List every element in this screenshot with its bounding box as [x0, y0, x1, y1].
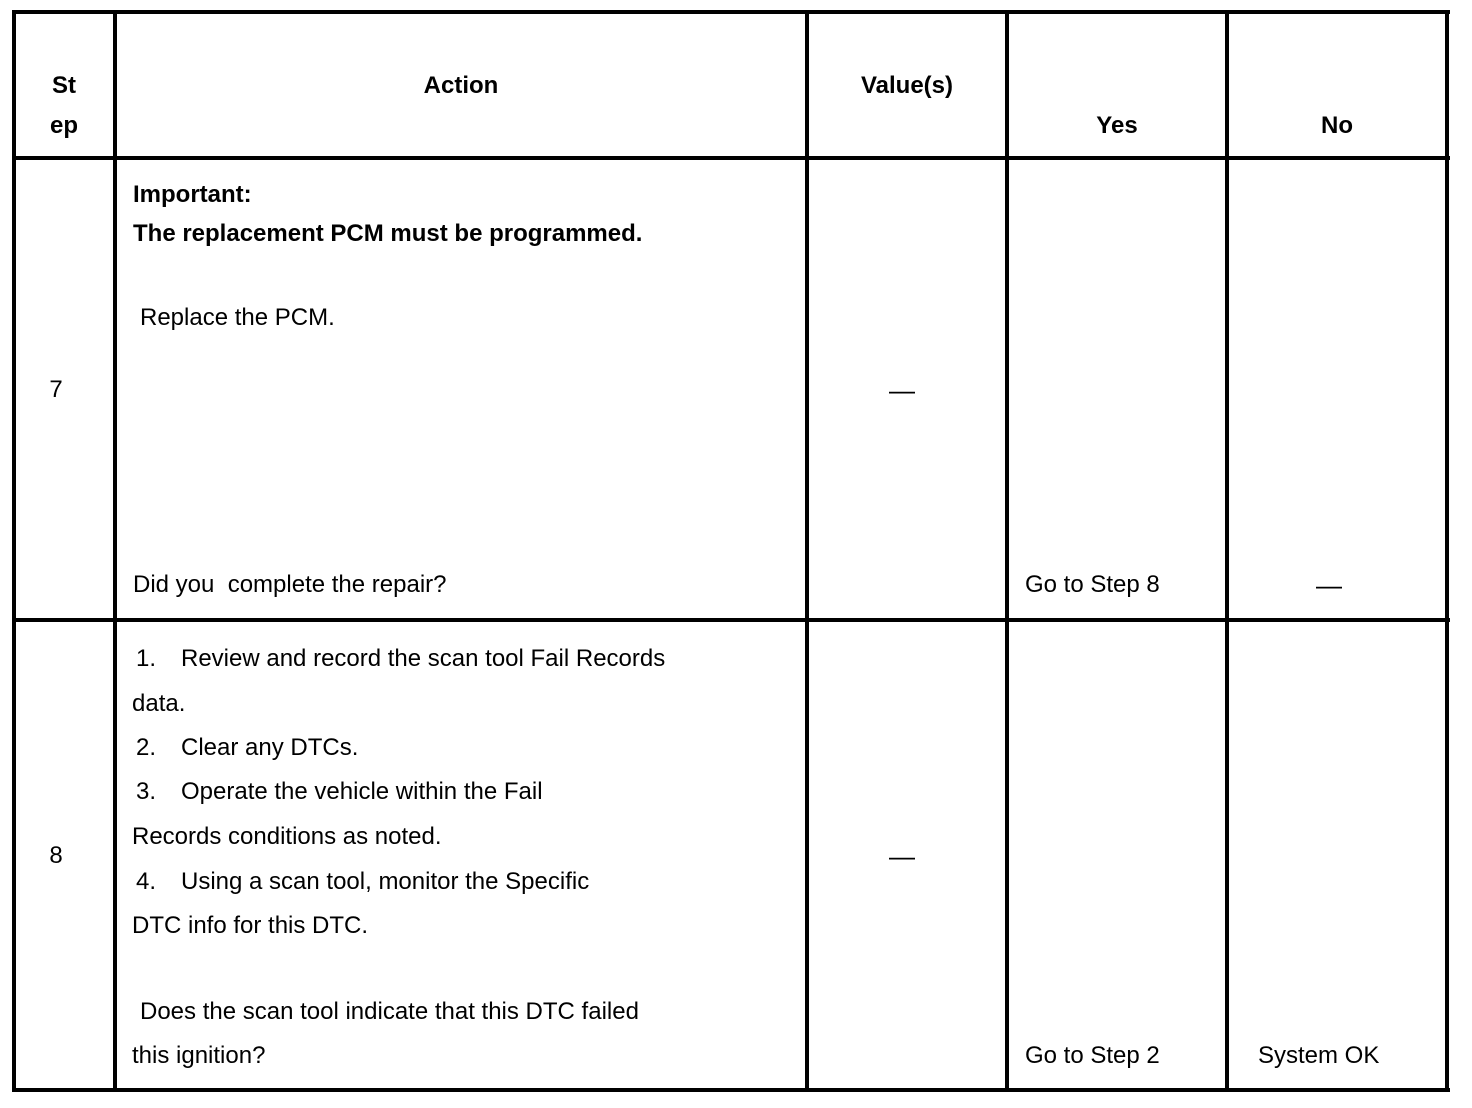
header-values: Value(s)	[860, 72, 954, 99]
row7-value: —	[889, 375, 915, 405]
row7-question: Did you complete the repair?	[133, 571, 447, 598]
column-divider-step	[113, 10, 117, 1092]
header-yes: Yes	[1096, 112, 1138, 139]
row8-item3-number: 3.	[136, 778, 157, 805]
column-divider-yes	[1225, 10, 1229, 1092]
row8-item4-number: 4.	[136, 868, 157, 895]
row8-step: 8	[49, 842, 63, 869]
row7-important-label: Important:	[133, 181, 252, 208]
row7-instruction: Replace the PCM.	[140, 304, 335, 331]
row8-value: —	[889, 841, 915, 871]
row8-no: System OK	[1258, 1042, 1380, 1069]
row8-item1-text: Review and record the scan tool Fail Records	[181, 645, 666, 672]
row8-item4-text: Using a scan tool, monitor the Specific	[181, 868, 590, 895]
header-step-line1: St	[52, 72, 76, 99]
header-action: Action	[423, 72, 499, 99]
row8-item3-text: Operate the vehicle within the Fail	[181, 778, 543, 805]
row8-item1-continuation: data.	[132, 690, 186, 717]
row8-item3-continuation: Records conditions as noted.	[132, 823, 442, 850]
row8-question-line2: this ignition?	[132, 1042, 266, 1069]
column-divider-action	[805, 10, 809, 1092]
column-divider-values	[1005, 10, 1009, 1092]
row7-no: —	[1316, 570, 1342, 600]
table-border-left	[12, 10, 16, 1092]
row7-step: 7	[49, 376, 63, 403]
row8-item4-continuation: DTC info for this DTC.	[132, 912, 369, 939]
row8-question-line1: Does the scan tool indicate that this DTC failed	[140, 998, 639, 1025]
row7-yes: Go to Step 8	[1025, 571, 1160, 598]
table-border-right	[1445, 10, 1449, 1092]
header-divider	[12, 156, 1450, 160]
row8-yes: Go to Step 2	[1025, 1042, 1160, 1069]
row8-item1-number: 1.	[136, 645, 157, 672]
header-no: No	[1321, 112, 1353, 139]
header-step-line2: ep	[49, 112, 78, 139]
row8-item2-number: 2.	[136, 734, 157, 761]
table-border-top	[12, 10, 1450, 14]
row7-important-text: The replacement PCM must be programmed.	[133, 220, 643, 247]
table-border-bottom	[12, 1088, 1450, 1092]
row8-item2-text: Clear any DTCs.	[181, 734, 359, 761]
row-divider	[12, 618, 1450, 622]
